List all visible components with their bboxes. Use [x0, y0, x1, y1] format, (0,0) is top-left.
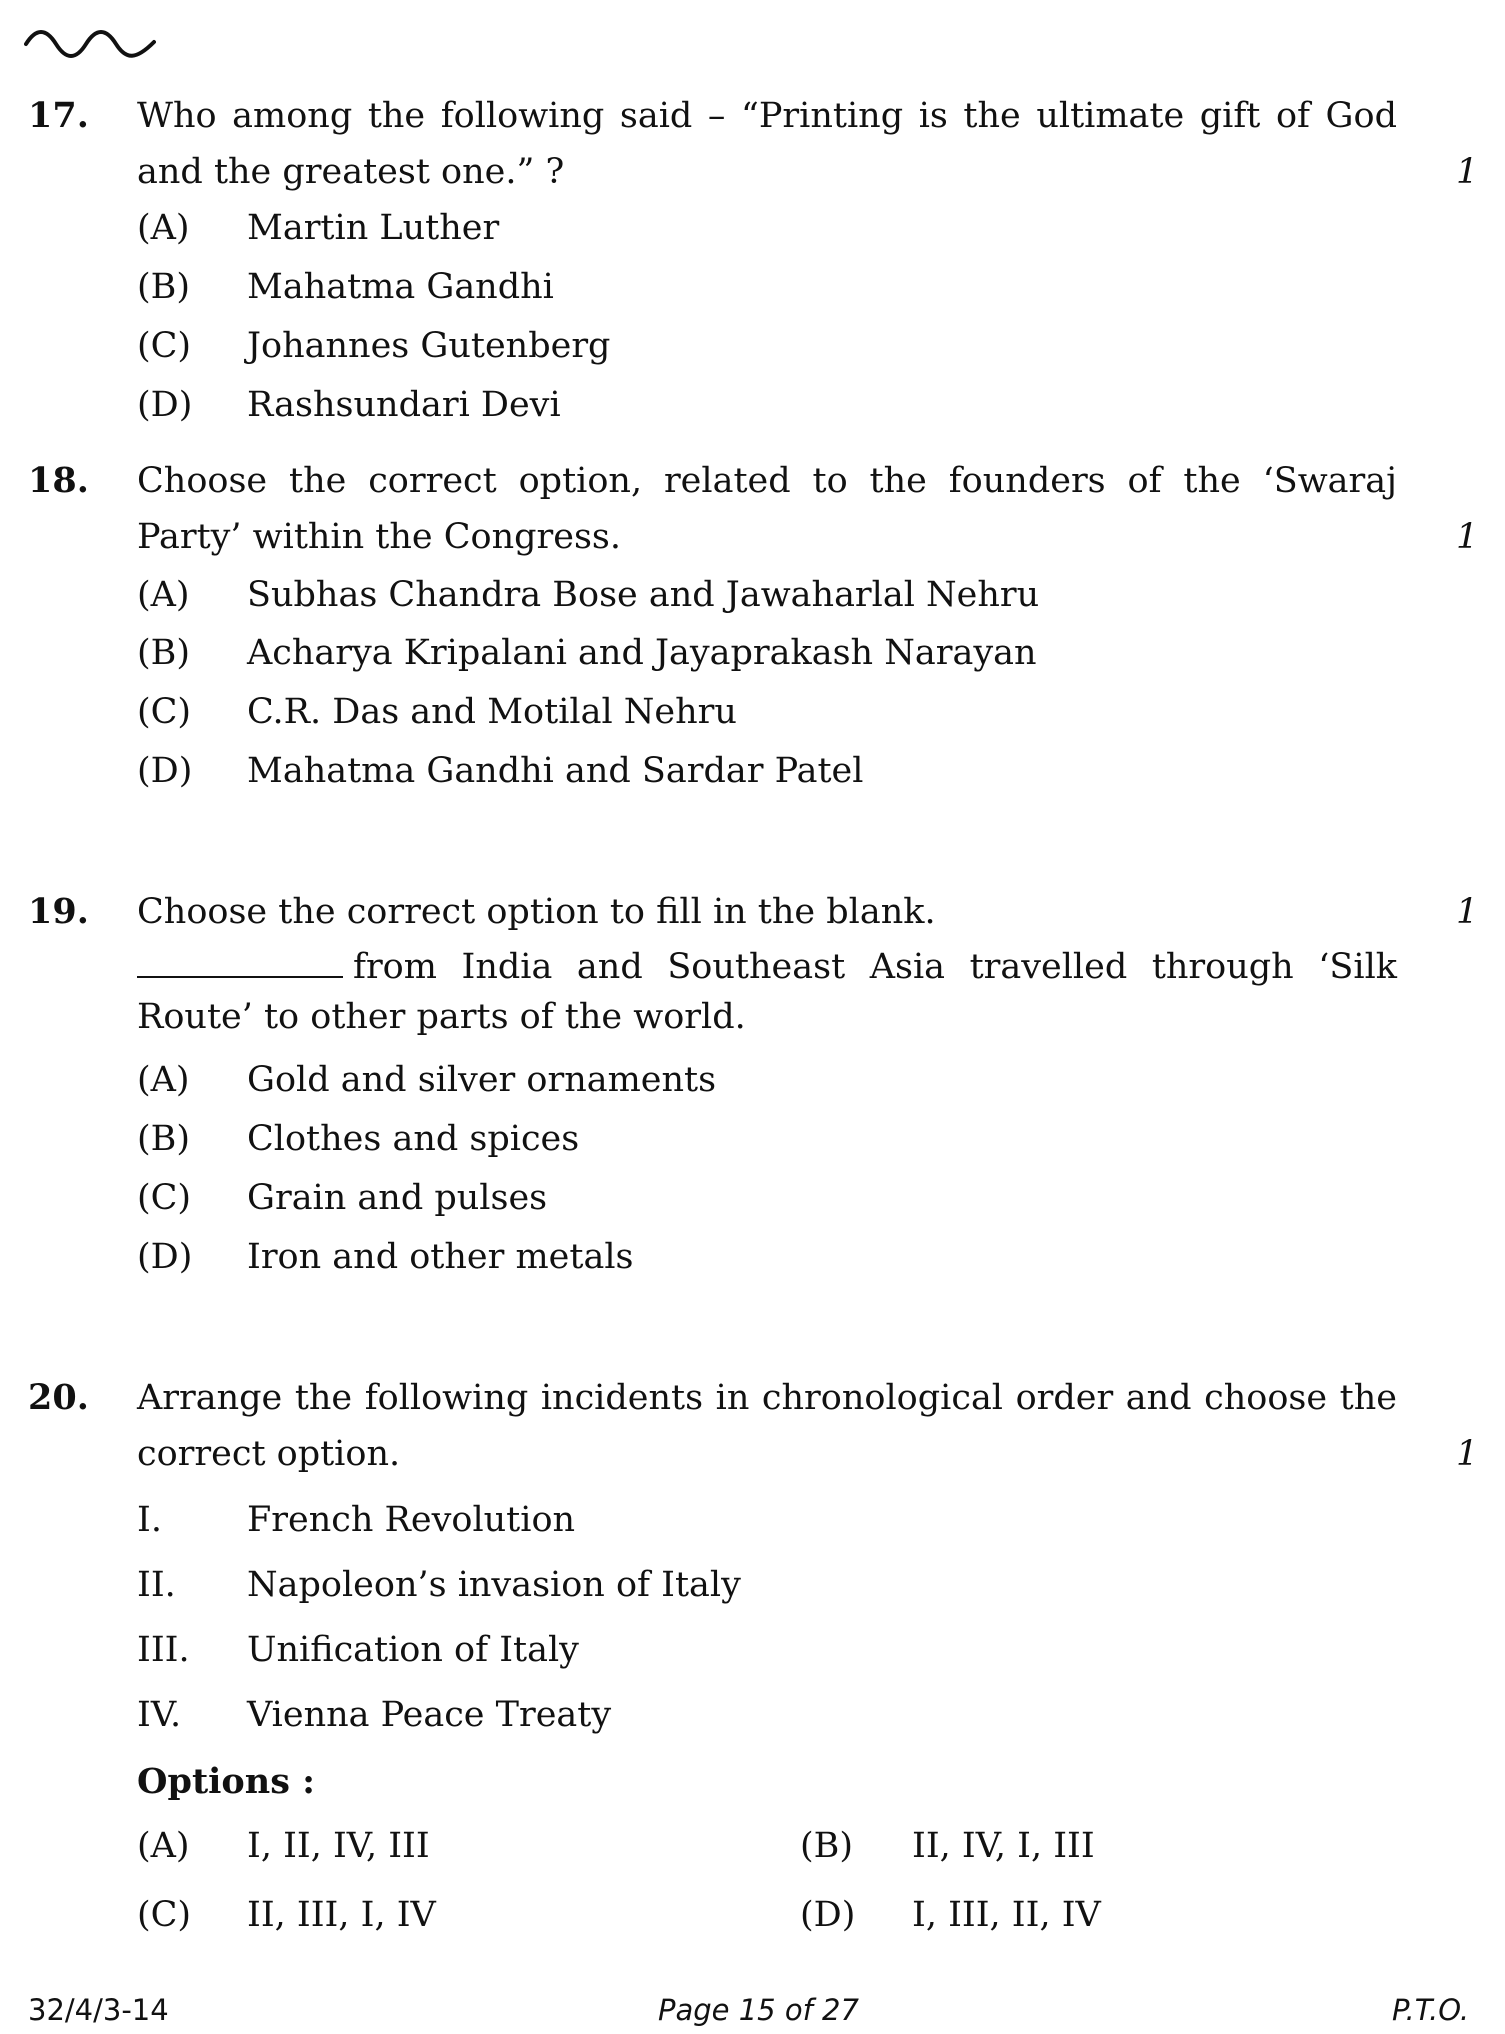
- option-text: Johannes Gutenberg: [247, 326, 611, 366]
- option-text: Gold and silver ornaments: [247, 1060, 717, 1100]
- question-text: Choose the correct option to fill in the blank.: [137, 892, 936, 932]
- option-label: (B): [800, 1826, 854, 1866]
- option-label: (C): [137, 1895, 192, 1935]
- item-text: Unification of Italy: [247, 1630, 579, 1670]
- option-text: Acharya Kripalani and Jayaprakash Narayan: [247, 633, 1037, 673]
- item-label: II.: [137, 1565, 176, 1605]
- option-text: Subhas Chandra Bose and Jawaharlal Nehru: [247, 575, 1040, 615]
- option-label: (C): [137, 1178, 192, 1218]
- option-text: Grain and pulses: [247, 1178, 548, 1218]
- option-label: (D): [800, 1895, 856, 1935]
- question-marks: 1: [1456, 1434, 1479, 1474]
- option-text: Rashsundari Devi: [247, 385, 561, 425]
- question-text: Arrange the following incidents in chronological order and choose the correct option.: [137, 1378, 1397, 1474]
- option-label: (B): [137, 267, 191, 307]
- question-number: 18.: [28, 460, 89, 501]
- question-text: Choose the correct option, related to the founders of the ‘Swaraj Party’ within the Congress.: [137, 461, 1397, 557]
- question-number: 17.: [28, 95, 89, 136]
- item-text: Vienna Peace Treaty: [247, 1695, 612, 1735]
- item-label: I.: [137, 1500, 162, 1540]
- option-label: (D): [137, 751, 193, 791]
- option-label: (A): [137, 1826, 190, 1866]
- option-text: Martin Luther: [247, 208, 500, 248]
- blank-sentence-text: from India and Southeast Asia travelled through ‘Silk Route’ to other parts of the world.: [137, 947, 1397, 1037]
- option-text: Clothes and spices: [247, 1119, 580, 1159]
- option-label: (A): [137, 1060, 190, 1100]
- option-text: C.R. Das and Motilal Nehru: [247, 692, 737, 732]
- question-marks: 1: [1456, 517, 1479, 557]
- option-label: (B): [137, 633, 191, 673]
- option-label: (C): [137, 692, 192, 732]
- option-label: (A): [137, 208, 190, 248]
- item-text: French Revolution: [247, 1500, 576, 1540]
- option-label: (A): [137, 575, 190, 615]
- option-text: Mahatma Gandhi: [247, 267, 554, 307]
- option-label: (C): [137, 326, 192, 366]
- option-text: I, III, II, IV: [912, 1895, 1101, 1935]
- page-number: Page 15 of 27: [658, 1993, 859, 2027]
- item-text: Napoleon’s invasion of Italy: [247, 1565, 741, 1605]
- question-number: 20.: [28, 1377, 89, 1418]
- option-label: (D): [137, 385, 193, 425]
- question-marks: 1: [1456, 892, 1479, 932]
- option-label: (B): [137, 1119, 191, 1159]
- blank-line: [137, 948, 343, 978]
- question-marks: 1: [1456, 152, 1479, 192]
- question-number: 19.: [28, 891, 89, 932]
- please-turn-over: P.T.O.: [1392, 1993, 1470, 2027]
- option-text: Mahatma Gandhi and Sardar Patel: [247, 751, 864, 791]
- item-label: III.: [137, 1630, 190, 1670]
- squiggle-mark-icon: [24, 24, 156, 58]
- options-heading: Options :: [137, 1761, 316, 1802]
- item-label: IV.: [137, 1695, 182, 1735]
- paper-code: 32/4/3-14: [28, 1993, 169, 2027]
- question-text: Who among the following said – “Printing is the ultimate gift of God and the greatest one.” ?: [137, 96, 1397, 192]
- option-text: II, IV, I, III: [912, 1826, 1095, 1866]
- option-label: (D): [137, 1237, 193, 1277]
- option-text: I, II, IV, III: [247, 1826, 430, 1866]
- option-text: II, III, I, IV: [247, 1895, 436, 1935]
- fill-in-blank-sentence: [137, 942, 1397, 1042]
- option-text: Iron and other metals: [247, 1237, 634, 1277]
